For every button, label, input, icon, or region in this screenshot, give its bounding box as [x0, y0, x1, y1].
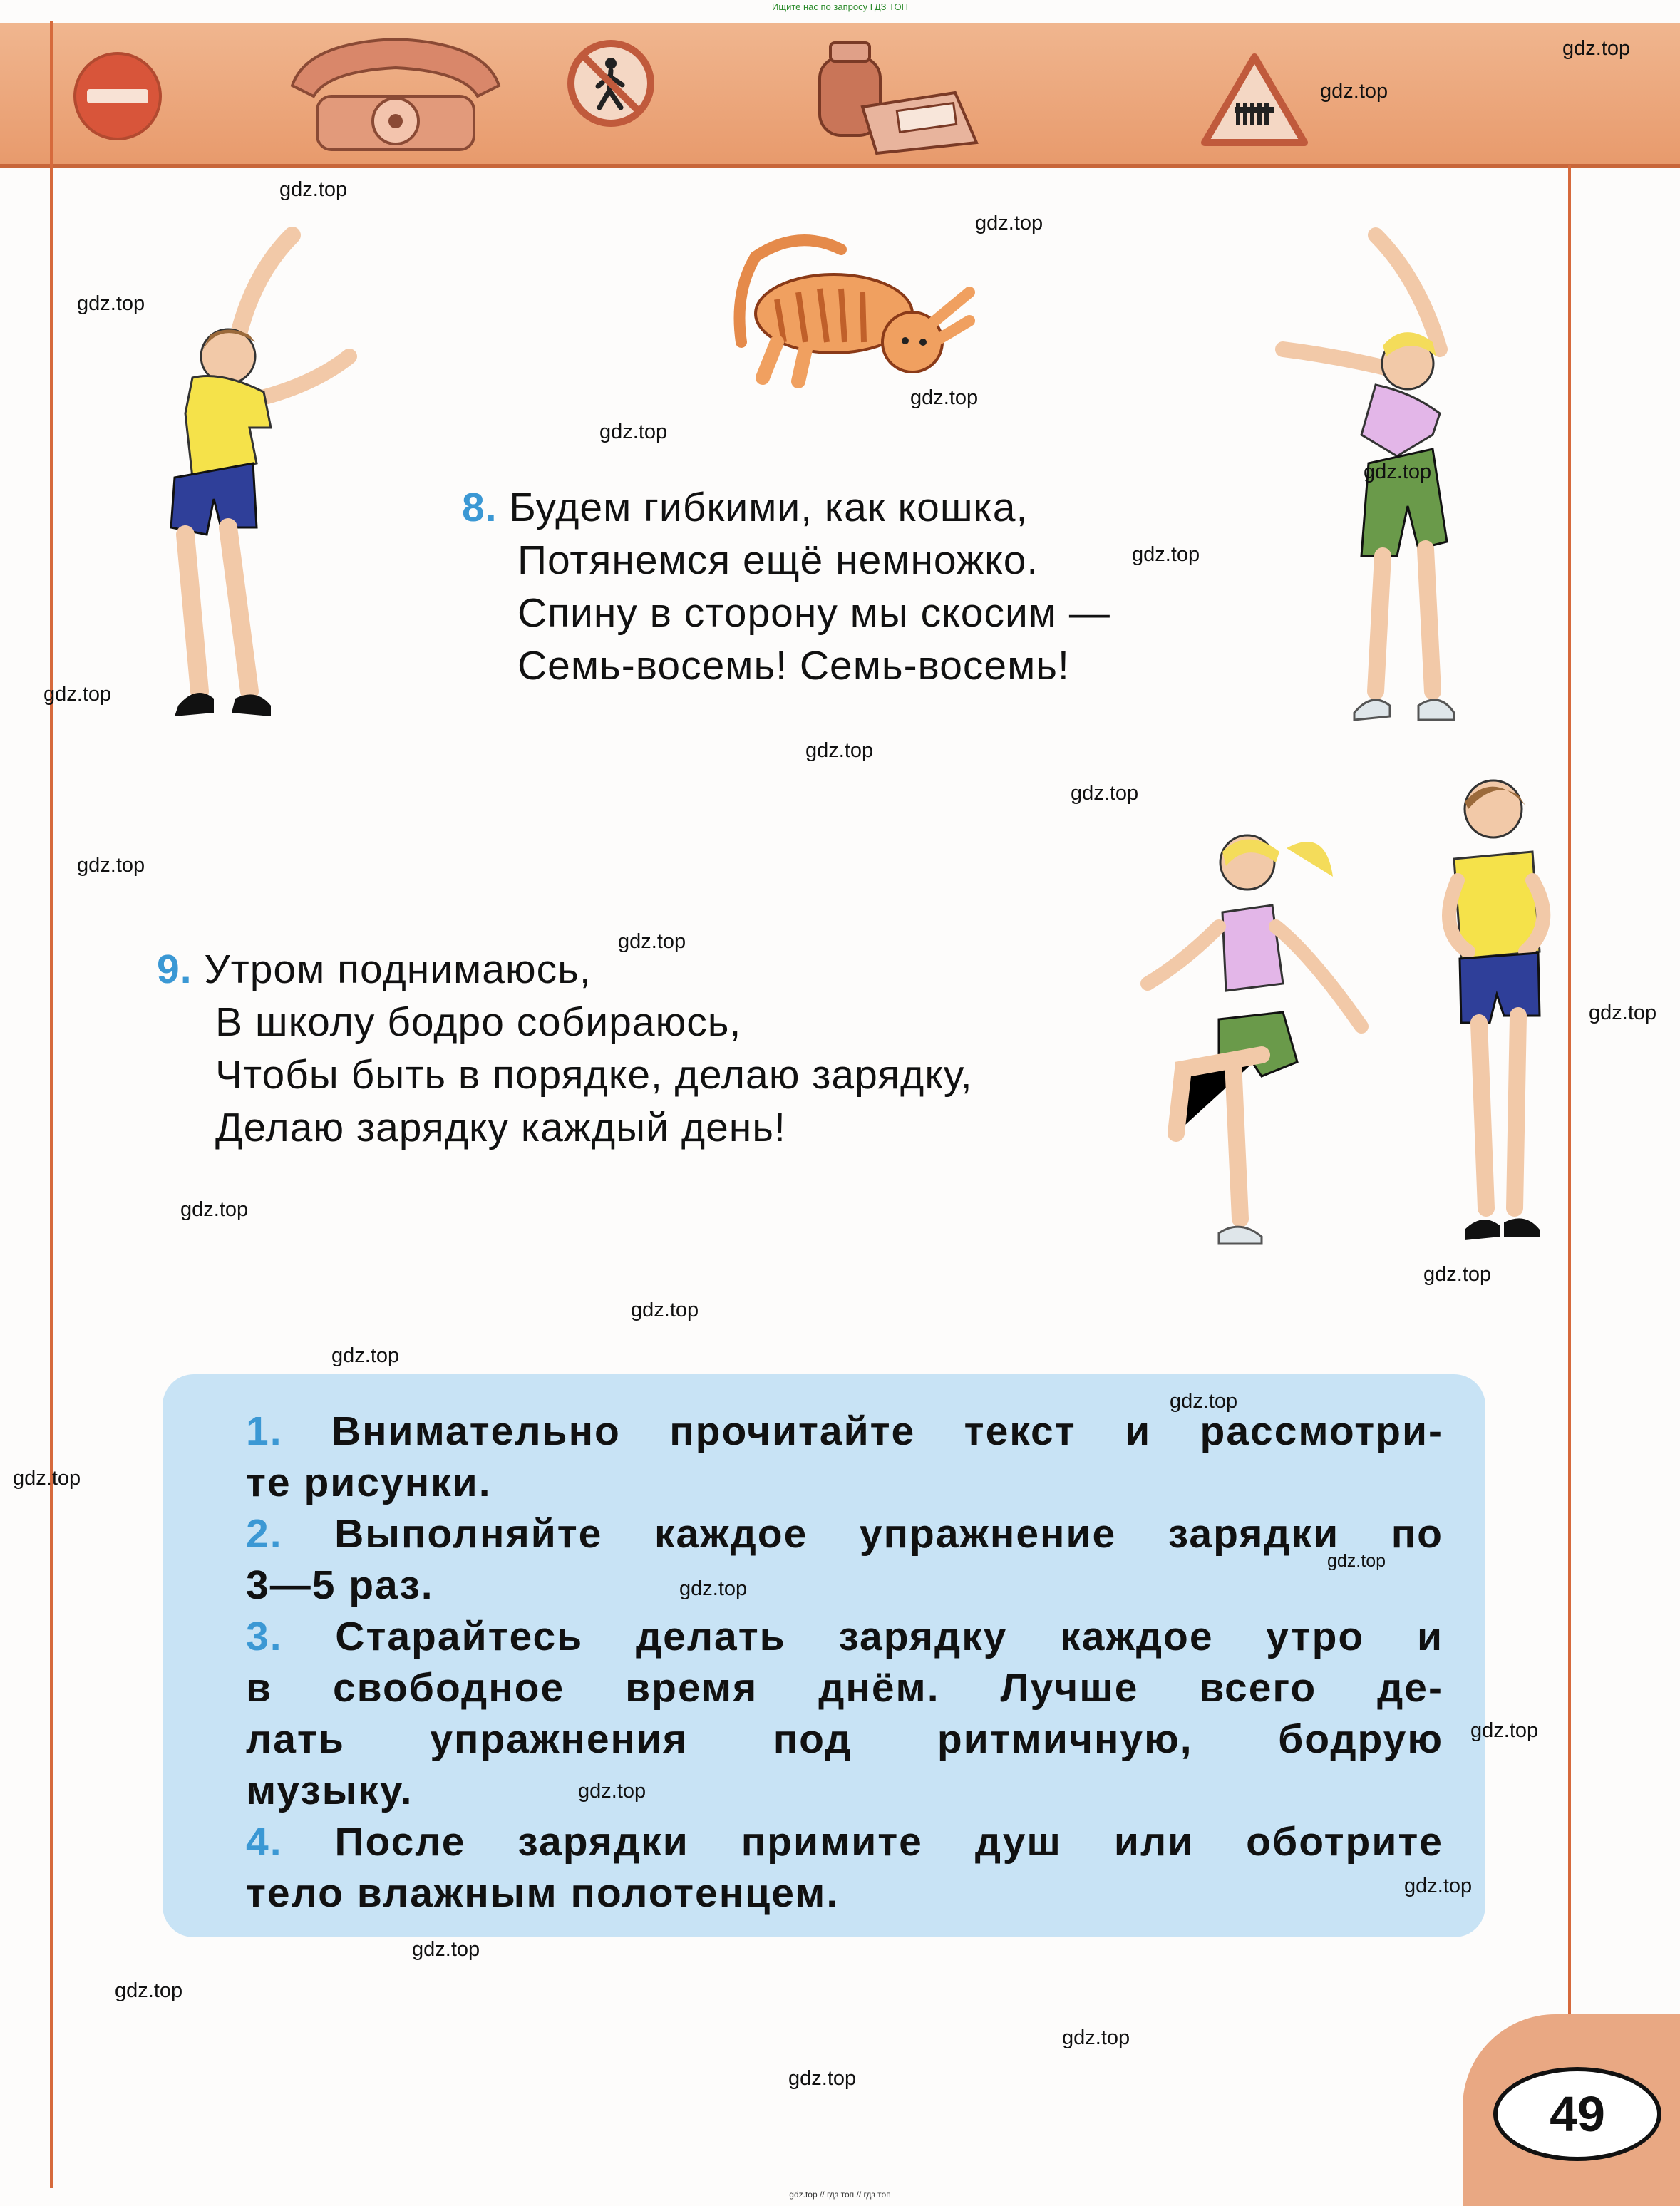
watermark: gdz.top: [77, 854, 145, 877]
watermark: gdz.top: [1062, 2026, 1130, 2049]
cat-stretching-illustration: [713, 235, 976, 385]
poem-line: Утром поднимаюсь,: [204, 947, 592, 992]
instruction-3: 3. Старайтесь делать зарядку каждое утро и: [246, 1614, 1443, 1659]
instructions-list: [246, 1406, 1443, 1919]
footer-note: gdz.top // гдз топ // гдз топ: [789, 2190, 891, 2200]
watermark: gdz.top: [975, 212, 1043, 234]
watermark: gdz.top: [1327, 1551, 1386, 1571]
boy-standing-hands-on-hips-illustration: [1426, 766, 1568, 1258]
instruction-4: 4. После зарядки примите душ или оботрите: [246, 1819, 1443, 1865]
watermark: gdz.top: [679, 1577, 748, 1600]
watermark: gdz.top: [805, 739, 874, 762]
watermark: gdz.top: [180, 1198, 249, 1221]
watermark: gdz.top: [115, 1979, 183, 2002]
boy-side-stretch-illustration: [143, 221, 356, 734]
watermark: gdz.top: [43, 683, 112, 706]
right-margin-rule: [1568, 165, 1571, 2019]
telephone-icon: [278, 29, 513, 153]
watermark: gdz.top: [599, 421, 668, 443]
instruction-2: 2. Выполняйте каждое упражнение зарядки по: [246, 1511, 1443, 1557]
watermark: gdz.top: [578, 1780, 646, 1803]
watermark: gdz.top: [910, 386, 979, 409]
poem-line: В школу бодро собираюсь,: [215, 999, 742, 1045]
watermark: gdz.top: [788, 2067, 857, 2090]
railway-crossing-sign-icon: [1201, 51, 1308, 148]
header-note: Ищите нас по запросу ГДЗ ТОП: [772, 1, 908, 12]
girl-knee-raise-illustration: [1140, 820, 1376, 1254]
poem-line: Будем гибкими, как кошка,: [509, 485, 1029, 530]
watermark: gdz.top: [618, 930, 686, 953]
watermark: gdz.top: [1562, 37, 1631, 60]
poem-line: Делаю зарядку каждый день!: [215, 1105, 786, 1150]
watermark: gdz.top: [331, 1344, 400, 1367]
exercise-9-number: 9.: [157, 947, 192, 992]
poem-line: Чтобы быть в порядке, делаю зарядку,: [215, 1052, 973, 1098]
poem-line: Потянемся ещё немножко.: [517, 537, 1039, 583]
exercise-8-poem: [462, 481, 1110, 692]
page-number: 49: [1493, 2067, 1661, 2161]
left-margin-rule: [50, 21, 53, 2188]
watermark: gdz.top: [1170, 1390, 1238, 1413]
instruction-line: в свободное время днём. Лучше всего де-: [246, 1665, 1443, 1711]
watermark: gdz.top: [1071, 782, 1139, 805]
watermark: gdz.top: [1364, 460, 1432, 483]
jar-and-bag-icon: [805, 29, 984, 157]
watermark: gdz.top: [1404, 1875, 1473, 1897]
header-banner-border: [0, 164, 1680, 168]
poem-line: Семь-восемь! Семь-восемь!: [517, 643, 1070, 689]
watermark: gdz.top: [1320, 80, 1388, 103]
exercise-8-number: 8.: [462, 485, 498, 530]
watermark: gdz.top: [1470, 1719, 1539, 1742]
exercise-9-poem: [157, 943, 973, 1154]
watermark: gdz.top: [631, 1299, 699, 1321]
watermark: gdz.top: [1132, 543, 1200, 566]
instruction-line: 3—5 раз.: [246, 1562, 434, 1608]
instruction-line: тело влажным полотенцем.: [246, 1870, 840, 1916]
instruction-line: те рисунки.: [246, 1460, 492, 1505]
instruction-line: музыку.: [246, 1768, 413, 1813]
watermark: gdz.top: [1423, 1263, 1492, 1286]
no-entry-sign-icon: [71, 50, 164, 143]
instruction-line: лать упражнения под ритмичную, бодрую: [246, 1716, 1443, 1762]
watermark: gdz.top: [77, 292, 145, 315]
watermark: gdz.top: [279, 178, 348, 201]
watermark: gdz.top: [412, 1938, 480, 1961]
watermark: gdz.top: [13, 1467, 81, 1490]
no-pedestrians-sign-icon: [567, 39, 656, 128]
instruction-1: 1. Внимательно прочитайте текст и рассмотри-: [246, 1408, 1443, 1454]
watermark: gdz.top: [1589, 1001, 1657, 1024]
poem-line: Спину в сторону мы скосим —: [517, 590, 1110, 636]
